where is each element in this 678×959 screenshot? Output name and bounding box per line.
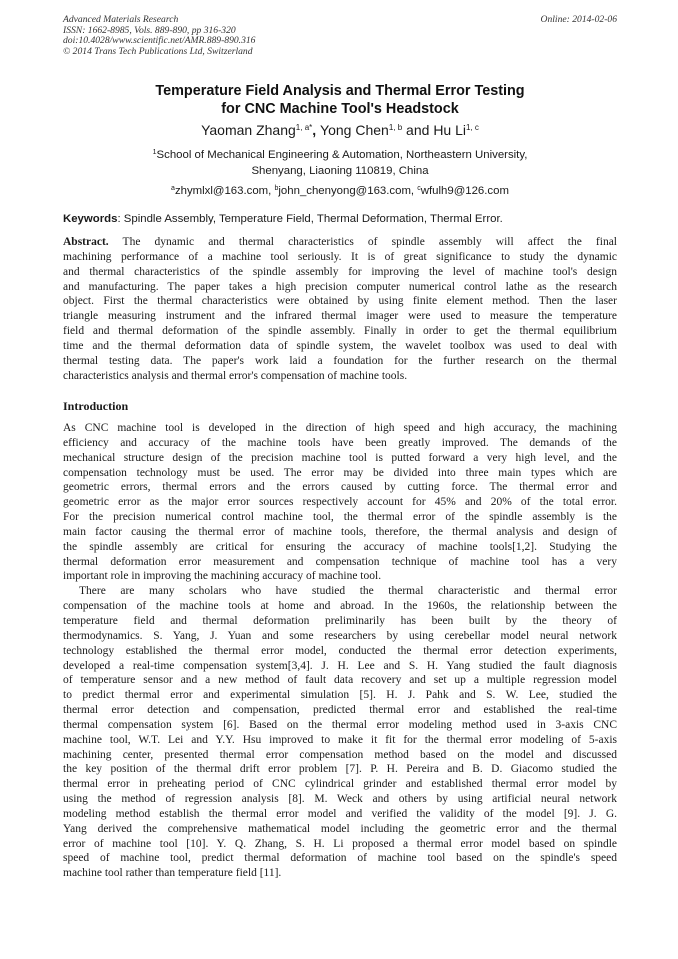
email-address[interactable]: zhymlxl@163.com, bbox=[174, 185, 275, 197]
intro-line: There are many scholars who have studied the thermal characteristic and thermal error bbox=[79, 585, 617, 598]
email-superscript: a bbox=[171, 185, 175, 192]
author-name: Hu Li bbox=[433, 122, 466, 138]
intro-line: main factor causing the thermal error of machine tools, therefore, the thermal analysis and design of bbox=[63, 525, 617, 538]
abstract-label: Abstract. bbox=[63, 236, 109, 248]
abstract-line: characteristics analysis and thermal error's compensation of machine tools. bbox=[63, 369, 408, 382]
intro-line: the spindle assembly are critical for ensuring the accuracy of machine tools[1,2]. Studying the bbox=[63, 540, 617, 553]
affiliation-line-2: Shenyang, Liaoning 110819, China bbox=[251, 164, 429, 177]
title-line-1: Temperature Field Analysis and Thermal Error Testing bbox=[155, 83, 525, 99]
intro-line: Yang derived the comprehensive mathematical model including the geometric error and the thermal bbox=[63, 822, 617, 835]
intro-line: machine tool rather than temperature field [11]. bbox=[63, 867, 282, 880]
email-address[interactable]: john_chenyong@163.com, bbox=[278, 185, 418, 197]
doi-line[interactable]: doi:10.4028/www.scientific.net/AMR.889-890.316 bbox=[63, 35, 256, 47]
intro-line: machining center, presented thermal error compensation method based on the model and discussed bbox=[63, 748, 617, 761]
abstract-block bbox=[63, 235, 617, 383]
title-line-2: for CNC Machine Tool's Headstock bbox=[221, 101, 459, 117]
author-list bbox=[63, 121, 617, 139]
abstract-line: object. First the thermal characteristics were obtained by using finite element method. Then the laser bbox=[63, 295, 617, 308]
intro-line: geometric error as the major error sources respectively account for 45% and 20% of the total error. bbox=[63, 496, 617, 509]
intro-line: thermal compensation system [6]. Based on the thermal error modeling method used in 3-axis CNC bbox=[63, 718, 617, 731]
keywords-text: : Spindle Assembly, Temperature Field, Thermal Deformation, Thermal Error. bbox=[117, 213, 503, 225]
keywords bbox=[63, 212, 617, 227]
affiliation-text: School of Mechanical Engineering & Automation, Northeastern University, bbox=[156, 149, 528, 161]
intro-line: compensation of the machine tools at home and abroad. In the 1960s, the relationship between the bbox=[63, 600, 617, 613]
author-separator: , bbox=[312, 122, 321, 138]
journal-name: Advanced Materials Research bbox=[63, 14, 179, 25]
abstract-line bbox=[63, 235, 617, 250]
author-superscript: 1, a* bbox=[295, 123, 313, 132]
keywords-label: Keywords bbox=[63, 213, 118, 225]
author-name: Yong Chen bbox=[320, 122, 389, 138]
abstract-line-text: The dynamic and thermal characteristics of spindle assembly will affect the final bbox=[108, 236, 617, 248]
intro-line: temperature field and thermal deformation preliminarily has been built by the theory of bbox=[63, 614, 617, 627]
intro-line: speed of machine tool, predict thermal deformation of machine tool based on the spindle's speed bbox=[63, 852, 617, 865]
email-list bbox=[63, 184, 617, 199]
intro-line: geometric errors, thermal errors and the errors caused by cutting force. The thermal error and bbox=[63, 481, 617, 494]
abstract-line: machining performance of a machine tool seriously. It is of great significance to study the dynamic bbox=[63, 250, 617, 263]
paper-title bbox=[63, 82, 617, 118]
intro-line: important role in improving the machining accuracy of machine tool. bbox=[63, 570, 382, 583]
intro-line: compensation technology must be used. The error may be divided into three main types which are bbox=[63, 466, 617, 479]
affiliation bbox=[63, 148, 617, 179]
abstract-line: and manufacturing. The paper takes a high precision computer numerical control lathe as the research bbox=[63, 280, 617, 293]
intro-line: mechanical structure design of the precision machine tool is putted forward a very high level, and the bbox=[63, 451, 617, 464]
abstract-line: thermal testing data. The paper's work laid a foundation for the further research on the thermal bbox=[63, 354, 617, 367]
abstract-line: and thermal characteristics of the spindle assembly for improving the level of machine tool's design bbox=[63, 265, 617, 278]
online-date: Online: 2014-02-06 bbox=[540, 14, 617, 25]
abstract-line: field and thermal deformation of the spindle assembly. Finally in order to get the thermal equilibrium bbox=[63, 325, 617, 338]
intro-line: thermodynamics. S. Yang, J. Yuan and some researchers by using cerebellar model neural network bbox=[63, 629, 617, 642]
intro-line: thermal error detection and compensation, predicted thermal error and established the real-time bbox=[63, 704, 617, 717]
intro-line: machine tool, W.T. Lei and Y.Y. Hsu improved to make it fit for the thermal error modeling of 5-axis bbox=[63, 733, 617, 746]
abstract-line: triangle measuring instrument and the infrared thermal imager were used to measure the temperature bbox=[63, 310, 617, 323]
journal-header bbox=[63, 15, 617, 57]
abstract-line: time and the thermal deformation data of spindle system, the wavelet toolbox was used to deal with bbox=[63, 339, 617, 352]
intro-line: thermal deformation error measurement and compensation technique of machine tool has a very bbox=[63, 555, 617, 568]
copyright-line: © 2014 Trans Tech Publications Ltd, Switzerland bbox=[63, 45, 253, 57]
intro-line: For the precision numerical control machine tool, the thermal error of the spindle assembly is the bbox=[63, 511, 617, 524]
intro-line: to predict thermal error and experimental simulation [5]. H. J. Pahk and S. W. Lee, studied the bbox=[63, 689, 617, 702]
issn-line: ISSN: 1662-8985, Vols. 889-890, pp 316-320 bbox=[63, 24, 236, 36]
affiliation-superscript: 1 bbox=[152, 149, 157, 156]
intro-line: thermal error in preheating period of CNC cylindrical grinder and established thermal error model by bbox=[63, 778, 617, 791]
intro-line: using the method of regression analysis [8]. M. Weck and others by using artificial neural network bbox=[63, 793, 617, 806]
section-heading-introduction: Introduction bbox=[63, 399, 129, 413]
intro-line: efficiency and accuracy of the machine tools have been greatly improved. The demands of the bbox=[63, 436, 617, 449]
author-separator: and bbox=[402, 122, 434, 138]
email-address[interactable]: wfulh9@126.com bbox=[420, 185, 509, 197]
intro-line: technology established the thermal error model, conducted the thermal error detection experiments, bbox=[63, 644, 617, 657]
author-name: Yaoman Zhang bbox=[201, 122, 296, 138]
intro-line: modeling method establish the thermal error model and verified the validity of the model [9]. J. G. bbox=[63, 807, 617, 820]
intro-line: the key position of the thermal drift error problem [7]. P. H. Pereira and B. D. Giacomo studied the bbox=[63, 763, 617, 776]
author-superscript: 1, b bbox=[388, 123, 403, 132]
author-superscript: 1, c bbox=[466, 123, 479, 132]
intro-line: error of machine tool [10]. Y. Q. Zhang, S. H. Li proposed a thermal error model based on spindle bbox=[63, 837, 617, 850]
intro-line: As CNC machine tool is developed in the direction of high speed and high accuracy, the machining bbox=[63, 422, 617, 434]
affiliation-line-1 bbox=[63, 148, 617, 164]
intro-line: of temperature sensor and a new method of fault data recovery and set up a multiple regression model bbox=[63, 674, 617, 687]
introduction-block bbox=[63, 421, 617, 881]
email-superscript: b bbox=[274, 185, 279, 192]
email-superscript: c bbox=[417, 185, 421, 192]
intro-line: developed a real-time compensation system[3,4]. J. H. Lee and S. H. Yang studied the fault diagnosis bbox=[63, 659, 617, 672]
